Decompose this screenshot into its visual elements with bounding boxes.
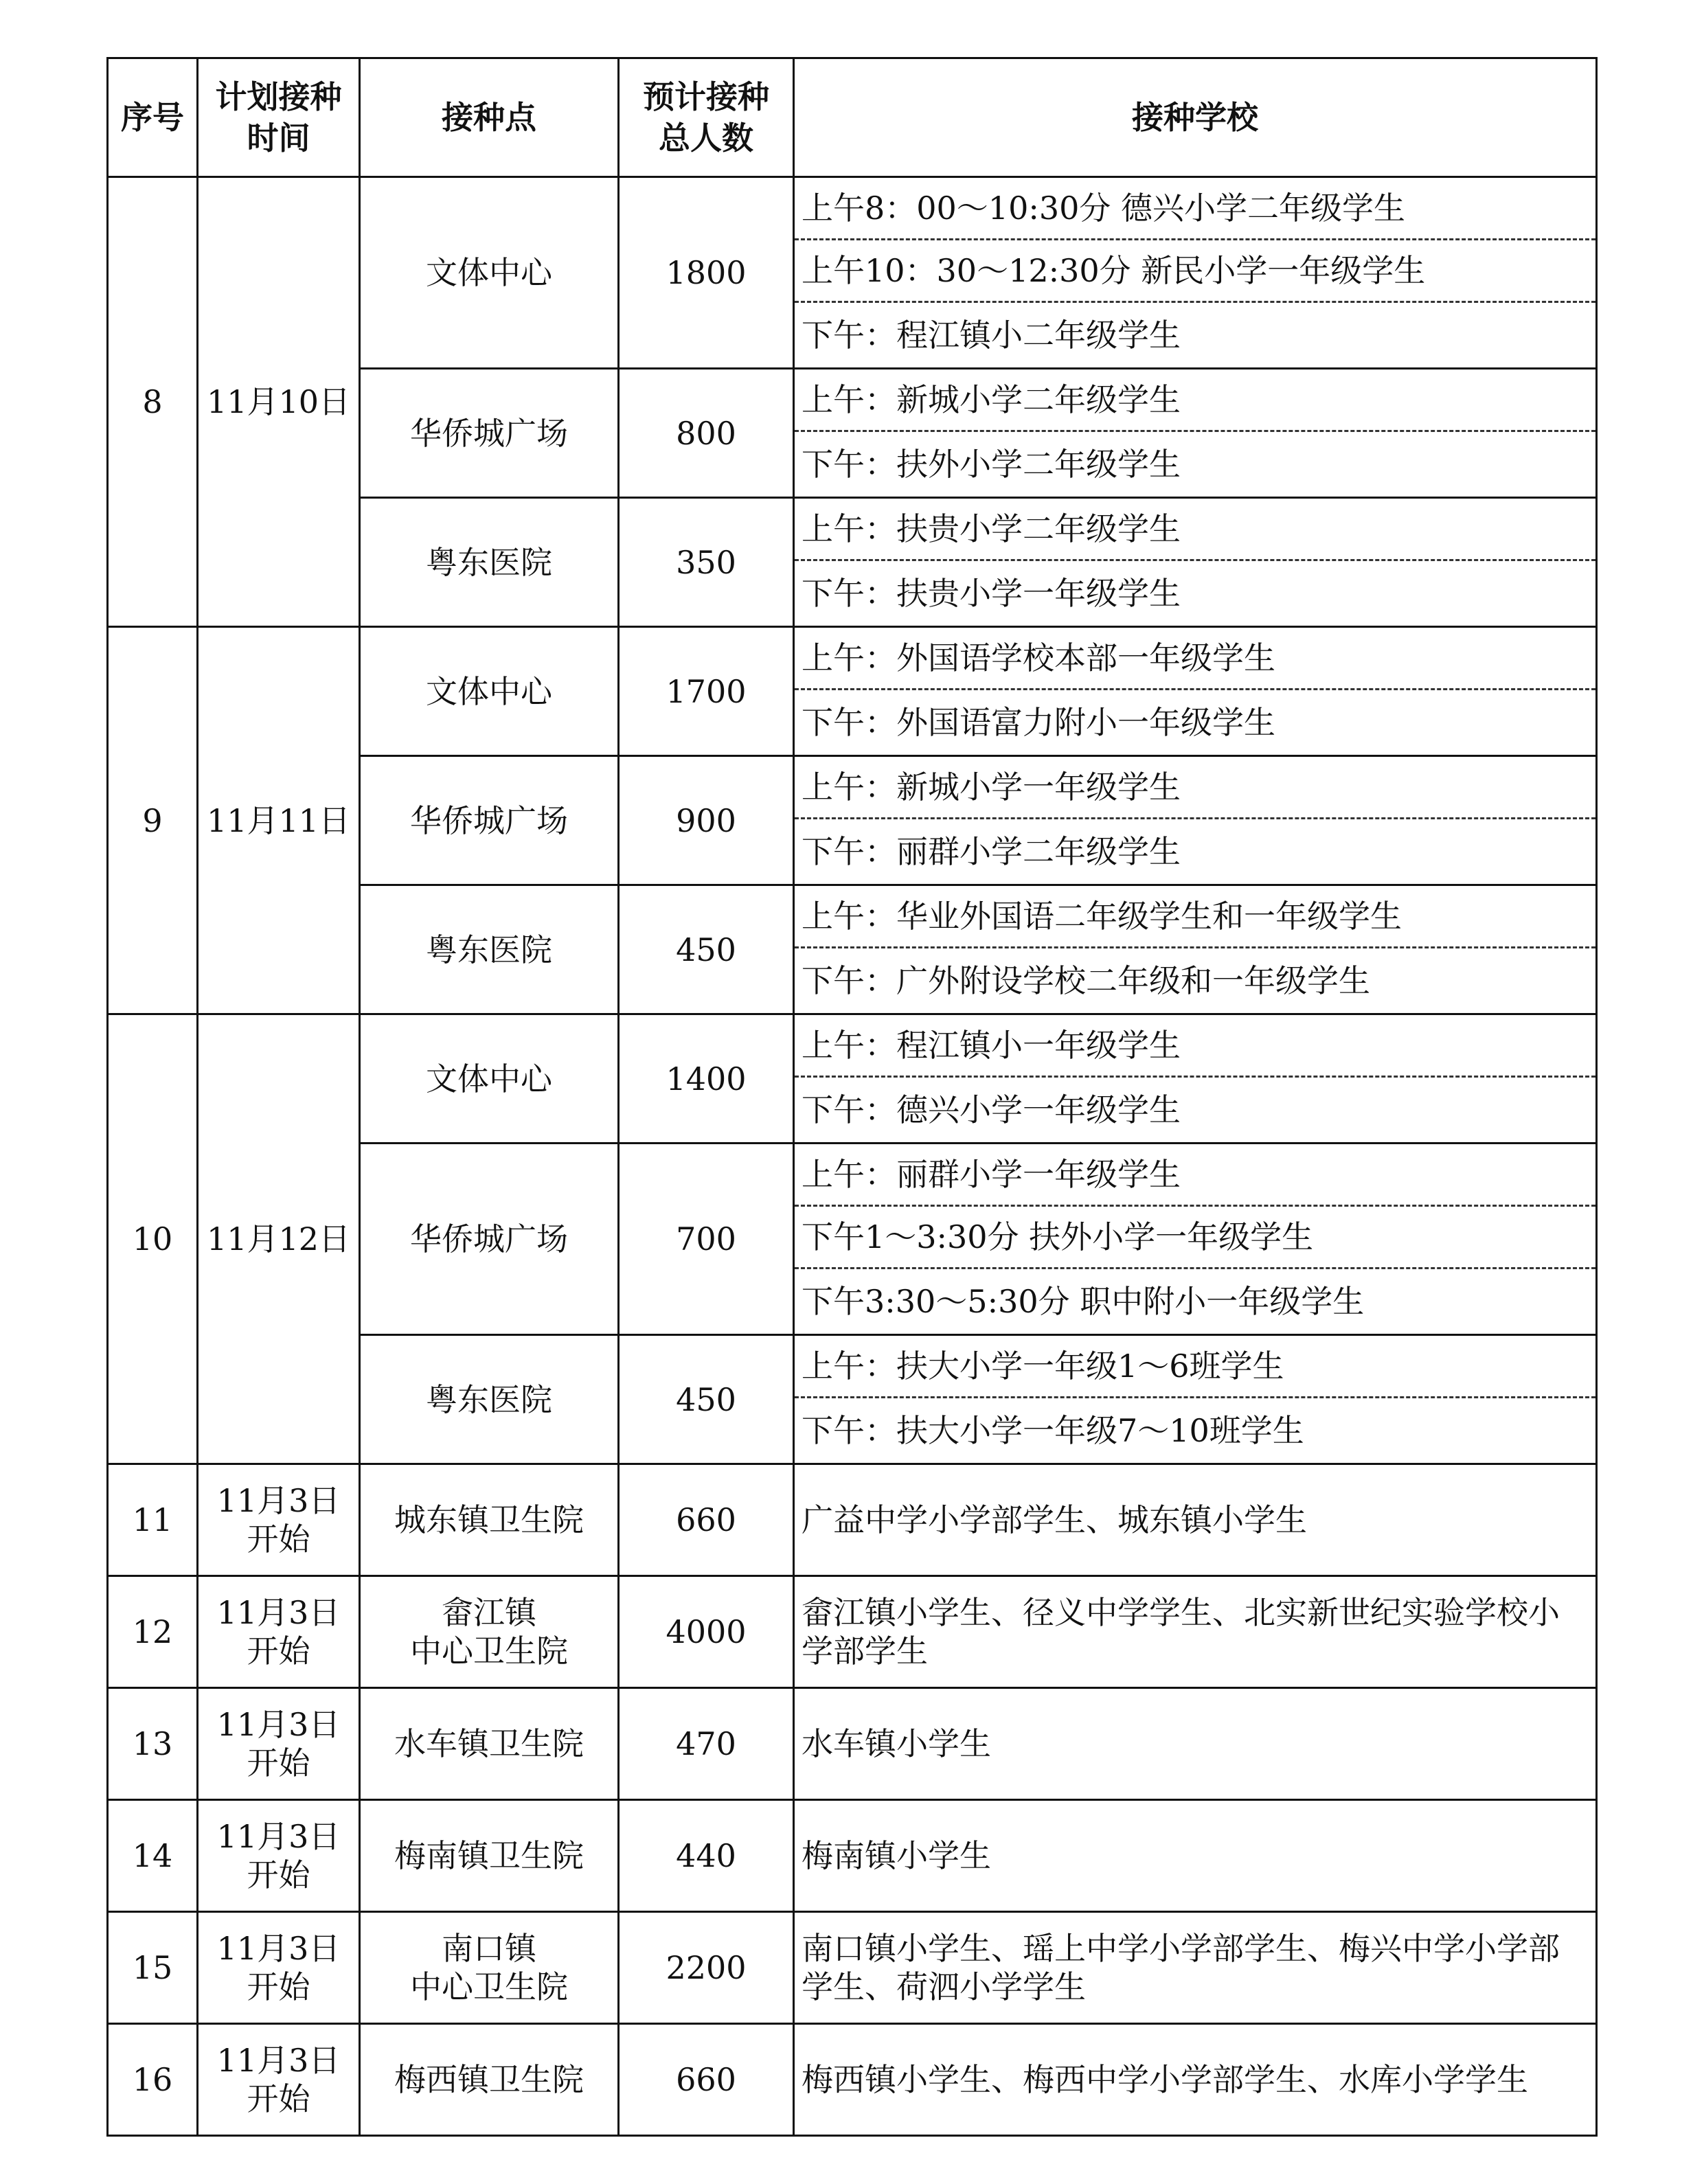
expected-count: 450: [619, 1335, 794, 1464]
school-entry: 上午：新城小学二年级学生: [795, 369, 1595, 432]
expected-count: 2200: [619, 1912, 794, 2024]
planned-date: [198, 2024, 360, 2136]
vaccination-site: [360, 1912, 619, 2024]
expected-count: 1800: [619, 177, 794, 369]
school-entry: 上午：外国语学校本部一年级学生: [795, 628, 1595, 690]
vaccination-site: 华侨城广场: [360, 369, 619, 498]
header-site: 接种点: [360, 58, 619, 177]
school-list: 广益中学小学部学生、城东镇小学生: [794, 1464, 1597, 1576]
vaccination-site-line: 南口镇: [442, 1930, 536, 1967]
expected-count: 900: [619, 756, 794, 885]
school-entry: 上午：扶大小学一年级1～6班学生: [795, 1336, 1595, 1398]
school-entries: [794, 369, 1597, 498]
planned-date-line: 11月3日: [216, 1818, 341, 1855]
vaccination-site: 粤东医院: [360, 1335, 619, 1464]
row-number: 16: [108, 2024, 198, 2136]
school-entry: 上午：新城小学一年级学生: [795, 757, 1595, 819]
school-entry: 上午：程江镇小一年级学生: [795, 1015, 1595, 1078]
row-number: 11: [108, 1464, 198, 1576]
planned-date: [198, 1800, 360, 1912]
planned-date-line: 开始: [247, 1744, 310, 1782]
table-row: [108, 1800, 1597, 1912]
vaccination-site: 华侨城广场: [360, 756, 619, 885]
school-entry: 上午：丽群小学一年级学生: [795, 1144, 1595, 1207]
row-number: 14: [108, 1800, 198, 1912]
vaccination-site-line: 水车镇卫生院: [394, 1725, 584, 1762]
header-schools: 接种学校: [794, 58, 1597, 177]
vaccination-site: 粤东医院: [360, 498, 619, 627]
row-number: 10: [108, 1014, 198, 1464]
school-list: 水车镇小学生: [794, 1688, 1597, 1800]
vaccination-site: 文体中心: [360, 627, 619, 756]
row-number: 9: [108, 627, 198, 1014]
school-entry: 下午：扶贵小学一年级学生: [802, 575, 1181, 612]
school-list: 畲江镇小学生、径义中学学生、北实新世纪实验学校小学部学生: [794, 1576, 1597, 1688]
expected-count: 1700: [619, 627, 794, 756]
table-row: [108, 1688, 1597, 1800]
school-list: 梅南镇小学生: [794, 1800, 1597, 1912]
expected-count: 440: [619, 1800, 794, 1912]
planned-date: 11月12日: [198, 1014, 360, 1464]
header-time-line1: 计划接种: [215, 78, 342, 115]
vaccination-site-line: 梅南镇卫生院: [394, 1837, 584, 1874]
vaccination-site-line: 畲江镇: [442, 1594, 536, 1631]
school-entry: 下午1～3:30分 扶外小学一年级学生: [795, 1207, 1595, 1269]
vaccination-site: 粤东医院: [360, 885, 619, 1014]
row-number: 13: [108, 1688, 198, 1800]
expected-count: 350: [619, 498, 794, 627]
vaccination-schedule-table: [106, 57, 1598, 2137]
school-entries: [794, 177, 1597, 369]
school-list: 南口镇小学生、瑶上中学小学部学生、梅兴中学小学部学生、荷泗小学学生: [794, 1912, 1597, 2024]
vaccination-site: 文体中心: [360, 177, 619, 369]
table-row: [108, 1576, 1597, 1688]
header-time: [198, 58, 360, 177]
school-entries: [794, 627, 1597, 756]
table-row: [108, 177, 1597, 369]
expected-count: 470: [619, 1688, 794, 1800]
vaccination-site: [360, 1576, 619, 1688]
school-entry: 下午：扶外小学二年级学生: [802, 446, 1181, 483]
school-entry: 下午3:30～5:30分 职中附小一年级学生: [802, 1283, 1365, 1320]
planned-date-line: 11月3日: [216, 1594, 341, 1631]
table-row: [108, 1912, 1597, 2024]
school-entry: 下午：扶大小学一年级7～10班学生: [802, 1412, 1304, 1449]
school-entry: 下午：程江镇小二年级学生: [802, 317, 1181, 354]
expected-count: 660: [619, 1464, 794, 1576]
school-entry: 上午10：30～12:30分 新民小学一年级学生: [795, 240, 1595, 303]
expected-count: 1400: [619, 1014, 794, 1144]
vaccination-site: 文体中心: [360, 1014, 619, 1144]
row-number: 15: [108, 1912, 198, 2024]
table-row: [108, 627, 1597, 756]
vaccination-site-line: 中心卫生院: [410, 1968, 568, 2005]
school-entry: 下午：外国语富力附小一年级学生: [802, 704, 1275, 741]
header-time-line2: 时间: [247, 120, 310, 157]
vaccination-site: [360, 1464, 619, 1576]
row-number: 12: [108, 1576, 198, 1688]
planned-date-line: 11月3日: [216, 1706, 341, 1743]
header-count: [619, 58, 794, 177]
table-row: [108, 2024, 1597, 2136]
vaccination-site: 华侨城广场: [360, 1144, 619, 1335]
table-header-row: [108, 58, 1597, 177]
school-entries: [794, 1144, 1597, 1335]
planned-date: 11月11日: [198, 627, 360, 1014]
school-entries: [794, 756, 1597, 885]
planned-date: [198, 1912, 360, 2024]
vaccination-site-line: 城东镇卫生院: [394, 1501, 584, 1538]
expected-count: 660: [619, 2024, 794, 2136]
school-entry: 下午：丽群小学二年级学生: [802, 833, 1181, 870]
planned-date-line: 11月3日: [216, 1482, 341, 1519]
school-entry: 上午：扶贵小学二年级学生: [795, 499, 1595, 561]
school-entries: [794, 1014, 1597, 1144]
planned-date: [198, 1464, 360, 1576]
planned-date: 11月10日: [198, 177, 360, 627]
planned-date-line: 开始: [247, 1633, 310, 1670]
planned-date: [198, 1576, 360, 1688]
vaccination-site-line: 中心卫生院: [410, 1633, 568, 1670]
row-number: 8: [108, 177, 198, 627]
header-count-line2: 总人数: [659, 120, 753, 157]
planned-date-line: 11月3日: [216, 1930, 341, 1967]
school-entry: 下午：广外附设学校二年级和一年级学生: [802, 962, 1370, 999]
vaccination-site: [360, 1800, 619, 1912]
header-no: 序号: [108, 58, 198, 177]
school-entry: 上午：华业外国语二年级学生和一年级学生: [795, 886, 1595, 948]
school-entries: [794, 498, 1597, 627]
vaccination-site: [360, 1688, 619, 1800]
planned-date-line: 开始: [247, 1968, 310, 2005]
school-list: 梅西镇小学生、梅西中学小学部学生、水库小学学生: [794, 2024, 1597, 2136]
planned-date-line: 11月3日: [216, 2042, 341, 2079]
vaccination-site: [360, 2024, 619, 2136]
school-entry: 上午8：00～10:30分 德兴小学二年级学生: [795, 178, 1595, 240]
school-entries: [794, 1335, 1597, 1464]
table-row: [108, 1014, 1597, 1144]
header-count-line1: 预计接种: [643, 78, 769, 115]
expected-count: 700: [619, 1144, 794, 1335]
vaccination-site-line: 梅西镇卫生院: [394, 2061, 584, 2098]
school-entries: [794, 885, 1597, 1014]
expected-count: 800: [619, 369, 794, 498]
expected-count: 4000: [619, 1576, 794, 1688]
expected-count: 450: [619, 885, 794, 1014]
planned-date-line: 开始: [247, 1856, 310, 1893]
table-row: [108, 1464, 1597, 1576]
planned-date-line: 开始: [247, 2080, 310, 2117]
planned-date: [198, 1688, 360, 1800]
school-entry: 下午：德兴小学一年级学生: [802, 1091, 1181, 1128]
planned-date-line: 开始: [247, 1521, 310, 1558]
